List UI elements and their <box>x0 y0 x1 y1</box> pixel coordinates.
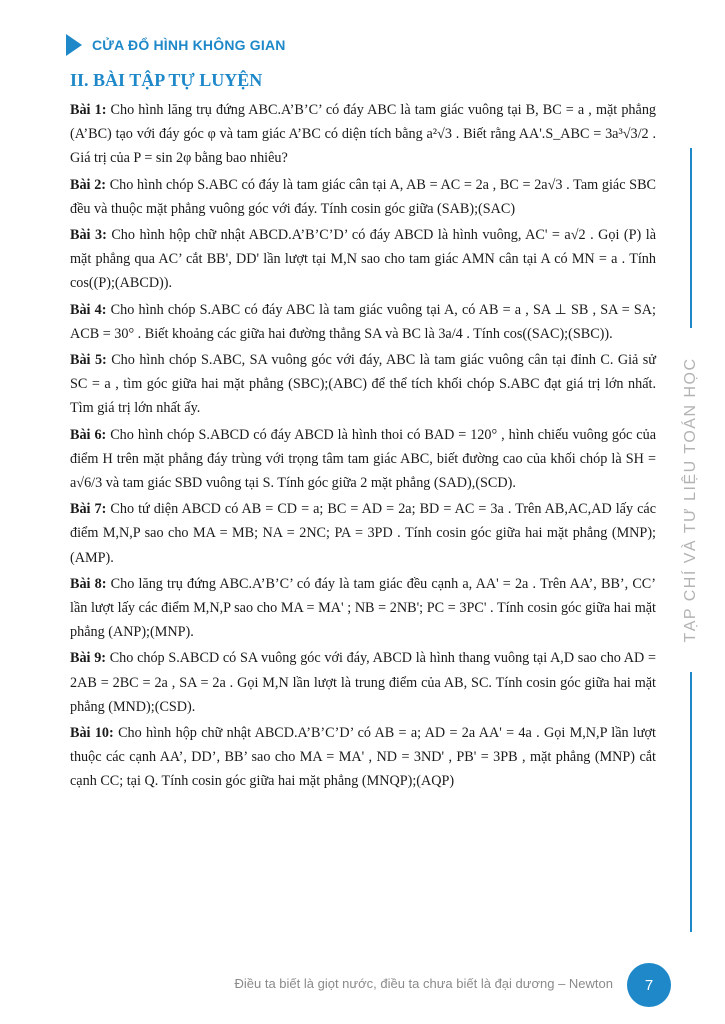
problem-label: Bài 3: <box>70 227 107 244</box>
problem-8 <box>70 572 656 645</box>
problem-1 <box>70 98 656 171</box>
problem-text: Cho hình lăng trụ đứng ABC.A’B’C’ có đáy ABC là tam giác vuông tại B, BC = a , mặt phẳng (A’BC) tạo với đáy góc φ và tam giác A’BC có diện tích bằng a²√3 . Biết rằng AA'.S_ABC = 3a³√3/2 . Giá trị của P = sin 2φ bằng bao nhiêu? <box>70 102 657 167</box>
problem-text: Cho hình hộp chữ nhật ABCD.A’B’C’D’ có AB = a; AD = 2a AA' = 4a . Gọi M,N,P lần lượt thuộc các cạnh AA’, DD’, BB’ sao cho MA = MA' , ND = 3ND' , PB' = 3PB , mặt phẳng (MNP) cắt cạnh CC; tại Q. Tính cosin góc giữa hai mặt phẳng (MNQP);(AQP) <box>70 725 656 790</box>
problem-label: Bài 9: <box>70 650 107 667</box>
problem-text: Cho hình chóp S.ABC có đáy là tam giác cân tại A, AB = AC = 2a , BC = 2a√3 . Tam giác SBC đều và thuộc mặt phẳng vuông góc với đáy. Tính cosin góc giữa (SAB);(SAC) <box>70 176 656 217</box>
problem-5 <box>70 348 656 421</box>
problem-4 <box>70 298 656 346</box>
problem-9 <box>70 646 656 719</box>
problem-label: Bài 6: <box>70 426 107 443</box>
play-triangle-icon <box>66 34 82 56</box>
problem-10 <box>70 721 656 794</box>
header <box>66 30 286 60</box>
problem-text: Cho hình hộp chữ nhật ABCD.A’B’C’D’ có đáy ABCD là hình vuông, AC' = a√2 . Gọi (P) là mặt phẳng qua AC’ cắt BB', DD' lần lượt tại M,N sao cho tam giác AMN cân tại A có MN = a . Tính cos((P);(ABCD)). <box>70 227 656 292</box>
problem-label: Bài 4: <box>70 301 107 318</box>
problem-text: Cho hình chóp S.ABCD có đáy ABCD là hình thoi có BAD = 120° , hình chiếu vuông góc của điểm H trên mặt phẳng đáy trùng với trọng tâm tam giác ABC, biết đường cao của khối chóp là SH = a√6/3 và tam giác SBD vuông tại S. Tính góc giữa 2 mặt phẳng (SAD),(SCD). <box>70 426 656 492</box>
problem-label: Bài 5: <box>70 352 107 369</box>
problem-6 <box>70 423 656 496</box>
problem-label: Bài 7: <box>70 501 107 518</box>
sidebar-divider-bottom <box>690 672 692 932</box>
problem-label: Bài 1: <box>70 102 107 118</box>
sidebar-divider-top <box>690 148 692 328</box>
problem-text: Cho chóp S.ABCD có SA vuông góc với đáy, ABCD là hình thang vuông tại A,D sao cho AD = 2AB = 2BC = 2a , SA = 2a . Gọi M,N lần lượt là trung điểm của AB, SC. Tính cosin góc giữa hai mặt phẳng (MND);(CSD). <box>70 650 656 715</box>
problem-text: Cho hình chóp S.ABC, SA vuông góc với đáy, ABC là tam giác vuông cân tại đỉnh C. Giả sử SC = a , tìm góc giữa hai mặt phẳng (SBC);(ABC) để thể tích khối chóp S.ABC đạt giá trị lớn nhất. Tìm giá trị lớn nhất ấy. <box>70 352 657 417</box>
problem-3 <box>70 223 656 296</box>
sidebar-journal-name: TẠP CHÍ VÀ TƯ LIỆU TOÁN HỌC <box>682 357 699 643</box>
problem-text: Cho hình chóp S.ABC có đáy ABC là tam giác vuông tại A, có AB = a , SA ⊥ SB , SA = SA; ACB = 30° . Biết khoảng các giữa hai đường thẳng SA và BC là 3a/4 . Tính cos((SAC);(SBC)). <box>70 301 656 342</box>
problem-list <box>70 98 656 796</box>
problem-text: Cho tứ diện ABCD có AB = CD = a; BC = AD = 2a; BD = AC = 3a . Trên AB,AC,AD lấy các điểm M,N,P sao cho MA = MB; NA = 2NC; PA = 3PD . Tính cosin góc giữa hai mặt phẳng (MNP);(AMP). <box>70 501 656 566</box>
problem-label: Bài 8: <box>70 575 107 592</box>
problem-7 <box>70 497 656 570</box>
page-number: 7 <box>627 963 671 1007</box>
section-title: II. BÀI TẬP TỰ LUYỆN <box>70 70 263 90</box>
problem-text: Cho lăng trụ đứng ABC.A’B’C’ có đáy là tam giác đều cạnh a, AA' = 2a . Trên AA’, BB’, CC’ lần lượt lấy các điểm M,N,P sao cho MA = MA' ; NB = 2NB'; PC = 3PC' . Tính cosin góc giữa hai mặt phẳng (ANP);(MNP). <box>70 575 656 641</box>
header-title: CỬA ĐỔ HÌNH KHÔNG GIAN <box>92 37 286 53</box>
footer-quote: Điều ta biết là giọt nước, điều ta chưa biết là đại dương – Newton <box>234 976 613 991</box>
problem-label: Bài 2: <box>70 176 107 193</box>
problem-label: Bài 10: <box>70 725 114 742</box>
problem-2 <box>70 173 656 221</box>
